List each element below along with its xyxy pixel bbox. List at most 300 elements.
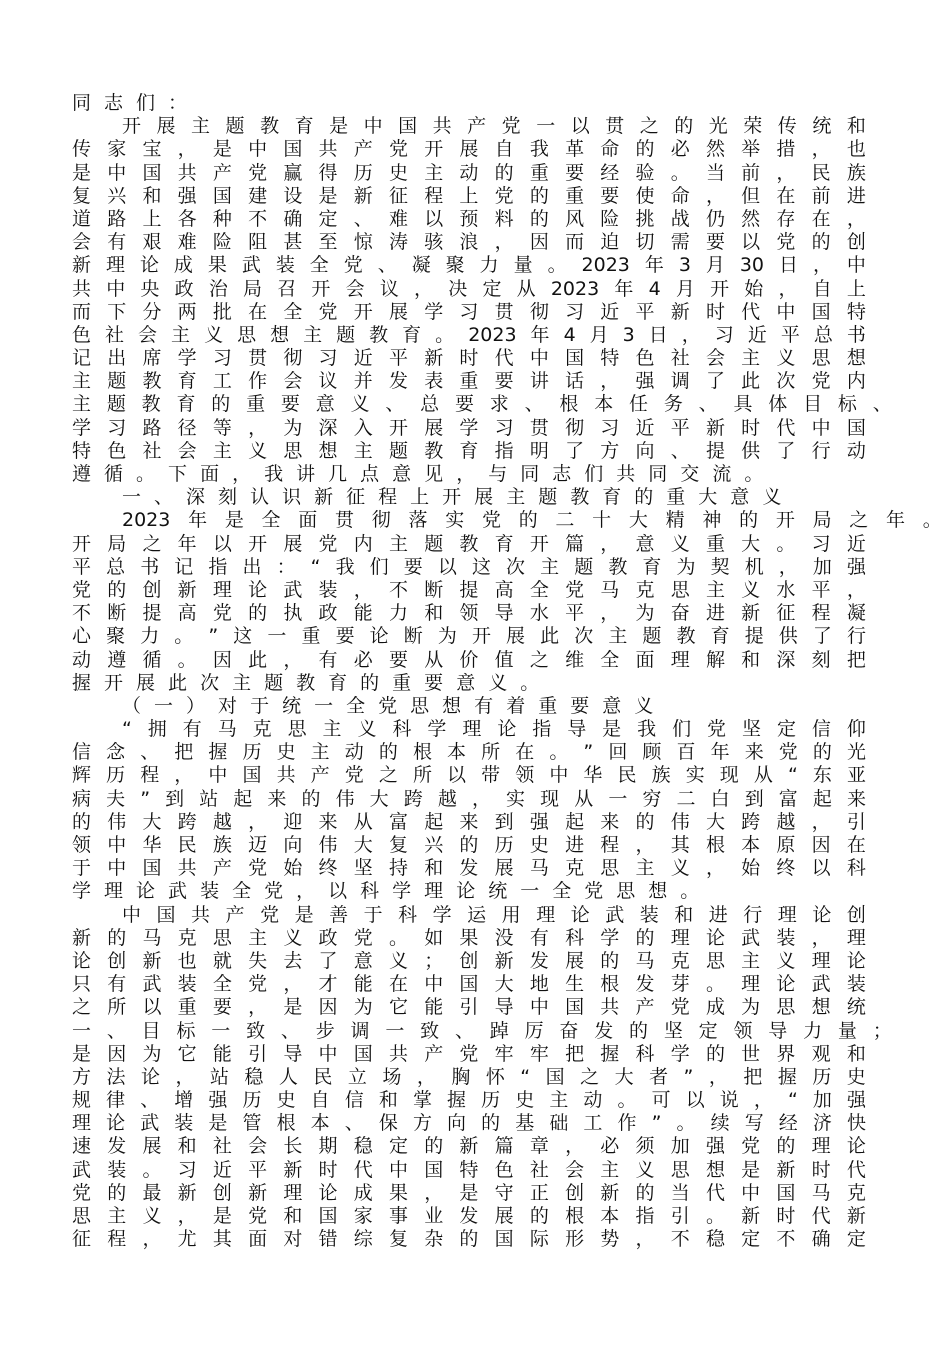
- text-glyph: 以: [685, 1089, 705, 1112]
- text-glyph: 落: [408, 509, 428, 532]
- text-glyph: 来: [318, 810, 338, 833]
- text-glyph: 产: [212, 161, 232, 184]
- text-glyph: 刻: [218, 486, 238, 509]
- text-glyph: 提: [142, 602, 162, 625]
- text-glyph: 新: [314, 486, 334, 509]
- text-glyph: 中: [107, 857, 127, 880]
- text-glyph: 不: [776, 1228, 796, 1251]
- text-glyph: ”: [651, 1112, 662, 1135]
- text-glyph: 任: [629, 393, 649, 416]
- text-glyph: 。: [435, 323, 455, 346]
- text-glyph: 有: [107, 231, 127, 254]
- text-glyph: 量: [837, 1019, 857, 1042]
- text-glyph: 终: [318, 857, 338, 880]
- text-glyph: 其: [212, 1228, 232, 1251]
- text-glyph: 循: [142, 648, 162, 671]
- text-glyph: 是: [329, 115, 349, 138]
- text-glyph: 平: [670, 416, 690, 439]
- text-glyph: 而: [565, 231, 585, 254]
- text-glyph: 仍: [705, 207, 725, 230]
- text-glyph: 理: [811, 1135, 831, 1158]
- text-glyph: 马: [811, 1181, 831, 1204]
- text-glyph: 论: [705, 926, 725, 949]
- text-glyph: ，: [142, 1228, 162, 1251]
- text-glyph: 定: [318, 207, 338, 230]
- text-glyph: 教: [369, 323, 389, 346]
- text-glyph: 下: [168, 463, 188, 485]
- text-glyph: 程: [811, 602, 831, 625]
- text-glyph: 主: [191, 115, 211, 138]
- text-glyph: 出: [107, 347, 127, 370]
- text-glyph: 新: [72, 926, 92, 949]
- text-glyph: 题: [336, 323, 356, 346]
- text-glyph: 题: [642, 625, 662, 648]
- text-glyph: 的: [378, 741, 398, 764]
- text-glyph: 民: [811, 161, 831, 184]
- text-glyph: ，: [471, 787, 491, 810]
- text-glyph: 自: [494, 138, 514, 161]
- text-glyph: 骇: [424, 231, 444, 254]
- text-glyph: 全: [529, 578, 549, 601]
- text-glyph: 中: [549, 764, 569, 787]
- text-glyph: ，: [414, 277, 434, 300]
- text-glyph: 握: [208, 741, 228, 764]
- text-glyph: 中: [106, 277, 126, 300]
- text-glyph: 奋: [670, 602, 690, 625]
- text-glyph: 史: [846, 1065, 866, 1088]
- text-glyph: 稳: [353, 1135, 373, 1158]
- text-glyph: 年: [644, 254, 664, 277]
- text-glyph: 新: [353, 184, 373, 207]
- text-glyph: 贯: [605, 115, 625, 138]
- text-glyph: 的: [481, 1112, 501, 1135]
- text-glyph: 握: [600, 1042, 620, 1065]
- text-line: [72, 672, 866, 695]
- text-glyph: 指: [208, 555, 228, 578]
- text-glyph: ，: [681, 323, 701, 346]
- text-glyph: 。: [174, 625, 194, 648]
- text-glyph: ”: [583, 741, 594, 764]
- text-glyph: 要: [565, 161, 585, 184]
- text-glyph: 东: [812, 764, 832, 787]
- text-glyph: 社: [670, 347, 690, 370]
- text-glyph: 重: [177, 996, 197, 1019]
- text-glyph: 导: [494, 996, 514, 1019]
- text-glyph: 发: [388, 370, 408, 393]
- text-glyph: 的: [635, 138, 655, 161]
- text-line: [72, 1228, 866, 1251]
- text-glyph: 预: [459, 207, 479, 230]
- text-glyph: 中: [107, 834, 127, 856]
- text-glyph: 意: [315, 393, 335, 416]
- text-glyph: 新: [283, 1158, 303, 1181]
- text-glyph: 标: [176, 1019, 196, 1042]
- text-glyph: 要: [403, 555, 423, 578]
- text-glyph: ，: [705, 857, 725, 880]
- text-glyph: 意: [353, 949, 373, 972]
- text-glyph: 重: [705, 532, 725, 555]
- text-glyph: 力: [388, 602, 408, 625]
- text-glyph: 共: [388, 1042, 408, 1065]
- text-glyph: 育: [294, 115, 314, 138]
- text-glyph: 重: [392, 671, 412, 694]
- text-glyph: 信: [811, 718, 831, 741]
- text-glyph: 循: [104, 463, 124, 485]
- text-glyph: 信: [72, 741, 92, 764]
- text-glyph: 传: [72, 138, 92, 161]
- text-glyph: ，: [812, 254, 832, 277]
- text-glyph: 执: [283, 602, 303, 625]
- text-glyph: 是: [602, 718, 622, 741]
- text-glyph: 题: [106, 393, 126, 416]
- text-line: [72, 440, 866, 463]
- text-glyph: 义: [776, 949, 796, 972]
- text-glyph: ”: [140, 787, 151, 810]
- text-glyph: 开: [775, 509, 795, 532]
- text-glyph: 新: [459, 1135, 479, 1158]
- text-glyph: 3: [622, 323, 635, 346]
- text-glyph: 浪: [459, 231, 479, 254]
- text-glyph: 为: [741, 996, 761, 1019]
- text-glyph: 引: [248, 1042, 268, 1065]
- text-glyph: 主: [248, 926, 268, 949]
- text-glyph: 科: [392, 718, 412, 741]
- text-glyph: 遵: [107, 648, 127, 671]
- text-glyph: 此: [741, 370, 761, 393]
- text-glyph: 。: [744, 463, 764, 485]
- text-glyph: 社: [212, 1135, 232, 1158]
- text-glyph: 深: [776, 648, 796, 671]
- text-glyph: 建: [248, 184, 268, 207]
- text-glyph: 意: [456, 671, 476, 694]
- text-glyph: 为: [283, 416, 303, 439]
- text-glyph: 正: [529, 1181, 549, 1204]
- text-glyph: 导: [567, 718, 587, 741]
- text-glyph: 验: [635, 161, 655, 184]
- text-glyph: 定: [698, 1019, 718, 1042]
- text-glyph: 创: [565, 1181, 585, 1204]
- text-glyph: 主: [540, 555, 560, 578]
- text-glyph: 综: [353, 1228, 373, 1251]
- text-glyph: 克: [177, 926, 197, 949]
- text-glyph: 科: [565, 926, 585, 949]
- text-glyph: 起: [233, 787, 253, 810]
- text-glyph: 主: [741, 347, 761, 370]
- text-glyph: 重: [246, 393, 266, 416]
- text-line: [72, 1089, 866, 1112]
- text-glyph: 致: [246, 1019, 266, 1042]
- text-glyph: 的: [776, 1135, 796, 1158]
- text-glyph: 新: [741, 1205, 761, 1227]
- text-glyph: 党: [72, 578, 92, 601]
- text-glyph: 国: [398, 115, 418, 138]
- text-line: [72, 741, 866, 764]
- text-glyph: 教: [142, 370, 162, 393]
- text-glyph: 统: [846, 996, 866, 1019]
- text-glyph: ，: [174, 764, 194, 787]
- text-glyph: 内: [846, 370, 866, 393]
- text-glyph: 的: [739, 509, 759, 532]
- text-glyph: 代: [846, 1158, 866, 1181]
- text-glyph: 平: [565, 602, 585, 625]
- text-glyph: 是: [459, 1181, 479, 1204]
- text-glyph: 理: [72, 1112, 92, 1135]
- text-glyph: 发: [459, 857, 479, 880]
- text-glyph: 惊: [353, 231, 373, 254]
- text-glyph: 开: [442, 486, 462, 509]
- text-glyph: 代: [705, 1181, 725, 1204]
- text-glyph: 国: [459, 973, 479, 996]
- text-glyph: 主: [322, 718, 342, 741]
- text-glyph: 至: [318, 231, 338, 254]
- text-glyph: 要: [454, 393, 474, 416]
- text-glyph: 领: [72, 834, 92, 856]
- text-glyph: 高: [494, 578, 514, 601]
- text-glyph: 在: [846, 834, 866, 856]
- text-glyph: 最: [142, 1181, 162, 1204]
- text-glyph: 全: [346, 694, 366, 717]
- text-glyph: 。: [617, 1089, 637, 1112]
- text-line: [72, 115, 866, 138]
- text-glyph: 交: [680, 463, 700, 485]
- text-glyph: 装: [200, 880, 220, 903]
- text-glyph: 展: [142, 1135, 162, 1158]
- text-glyph: 党: [481, 509, 501, 532]
- text-glyph: 强: [705, 1135, 725, 1158]
- text-glyph: 指: [635, 1205, 655, 1227]
- text-glyph: 所: [481, 741, 501, 764]
- text-glyph: 武: [168, 880, 188, 903]
- text-glyph: 华: [583, 764, 603, 787]
- text-glyph: 有: [474, 694, 494, 717]
- text-glyph: 国: [776, 1181, 796, 1204]
- text-glyph: 开: [104, 671, 124, 694]
- text-glyph: “: [520, 1065, 531, 1088]
- text-glyph: 育: [402, 323, 422, 346]
- text-glyph: 行: [743, 903, 763, 926]
- text-glyph: 用: [501, 903, 521, 926]
- text-glyph: 可: [651, 1089, 671, 1112]
- text-glyph: 体: [768, 393, 788, 416]
- text-glyph: 失: [248, 949, 268, 972]
- text-glyph: 会: [248, 1135, 268, 1158]
- text-glyph: 人: [278, 1065, 298, 1088]
- text-glyph: 写: [744, 1112, 764, 1135]
- text-glyph: 形: [565, 1228, 585, 1251]
- text-glyph: 识: [282, 486, 302, 509]
- text-glyph: 济: [812, 1112, 832, 1135]
- text-glyph: 指: [494, 439, 514, 462]
- text-glyph: 为: [437, 625, 457, 648]
- text-glyph: 马: [142, 926, 162, 949]
- text-line: [72, 649, 866, 672]
- text-glyph: 动: [583, 1089, 603, 1112]
- text-line: [72, 1205, 866, 1228]
- text-glyph: 要: [705, 231, 725, 254]
- text-glyph: 辉: [72, 764, 92, 787]
- text-glyph: 教: [570, 486, 590, 509]
- text-glyph: 只: [72, 973, 92, 996]
- text-glyph: 艰: [142, 231, 162, 254]
- text-glyph: 理: [670, 648, 690, 671]
- text-glyph: 、: [872, 393, 892, 416]
- text-glyph: 成: [173, 254, 193, 277]
- text-glyph: 迎: [283, 810, 303, 833]
- text-glyph: 新: [177, 578, 197, 601]
- text-glyph: 与: [488, 463, 508, 485]
- text-glyph: 赢: [283, 161, 303, 184]
- text-glyph: 不: [248, 207, 268, 230]
- text-glyph: 来: [267, 787, 287, 810]
- text-glyph: 各: [177, 207, 197, 230]
- text-glyph: 带: [481, 764, 501, 787]
- text-glyph: 产: [212, 857, 232, 880]
- text-glyph: ，: [283, 648, 303, 671]
- text-glyph: 平: [780, 323, 800, 346]
- text-glyph: 了: [565, 439, 585, 462]
- text-glyph: 甚: [283, 231, 303, 254]
- text-glyph: 前: [741, 161, 761, 184]
- text-glyph: 教: [260, 115, 280, 138]
- text-glyph: 的: [518, 509, 538, 532]
- text-glyph: 征: [388, 184, 408, 207]
- text-glyph: 根: [565, 1205, 585, 1227]
- text-glyph: 能: [353, 973, 373, 996]
- text-glyph: 装: [275, 254, 295, 277]
- text-glyph: 导: [283, 1042, 303, 1065]
- text-glyph: 程: [600, 834, 620, 856]
- text-line: [72, 92, 866, 115]
- text-glyph: 国: [565, 347, 585, 370]
- text-glyph: 产: [424, 1042, 444, 1065]
- text-glyph: 从: [424, 648, 444, 671]
- text-glyph: 征: [346, 486, 366, 509]
- text-line: [72, 185, 866, 208]
- text-glyph: 法: [106, 1065, 126, 1088]
- text-glyph: 。: [547, 254, 567, 277]
- text-glyph: 在: [248, 300, 268, 323]
- text-glyph: 。: [922, 509, 942, 532]
- text-glyph: 习: [107, 416, 127, 439]
- text-glyph: ，: [635, 1228, 655, 1251]
- text-glyph: 富: [388, 810, 408, 833]
- text-glyph: 思: [410, 694, 430, 717]
- text-glyph: 以: [424, 207, 444, 230]
- text-glyph: 尤: [177, 1228, 197, 1251]
- text-glyph: 习: [318, 347, 338, 370]
- text-glyph: 创: [459, 949, 479, 972]
- text-line: [72, 231, 866, 254]
- text-glyph: 论: [136, 880, 156, 903]
- text-glyph: 的: [705, 1042, 725, 1065]
- text-glyph: 越: [437, 787, 457, 810]
- text-glyph: 当: [705, 161, 725, 184]
- text-glyph: 武: [142, 973, 162, 996]
- text-glyph: 要: [335, 625, 355, 648]
- text-glyph: 义: [634, 694, 654, 717]
- text-glyph: 出: [242, 555, 262, 578]
- text-glyph: 民: [177, 834, 197, 856]
- text-glyph: 展: [283, 532, 303, 555]
- text-glyph: 路: [142, 416, 162, 439]
- text-glyph: 国: [846, 416, 866, 439]
- text-glyph: 能: [353, 602, 373, 625]
- text-glyph: 克: [670, 949, 690, 972]
- text-glyph: 的: [211, 393, 231, 416]
- text-glyph: 为: [676, 555, 696, 578]
- text-line: [72, 625, 866, 648]
- text-glyph: 4: [563, 323, 576, 346]
- text-glyph: 跨: [741, 810, 761, 833]
- text-glyph: 其: [670, 834, 690, 856]
- text-glyph: 的: [635, 926, 655, 949]
- text-glyph: 要: [280, 393, 300, 416]
- text-glyph: 族: [651, 764, 671, 787]
- text-glyph: 学: [600, 926, 620, 949]
- text-glyph: 发: [459, 1205, 479, 1227]
- text-glyph: 会: [283, 370, 303, 393]
- text-glyph: 志: [552, 463, 572, 485]
- text-glyph: 要: [388, 648, 408, 671]
- text-glyph: 点: [360, 463, 380, 485]
- text-glyph: 思: [283, 439, 303, 462]
- text-glyph: 展: [136, 671, 156, 694]
- text-glyph: 自: [812, 277, 832, 300]
- text-glyph: 动: [459, 161, 479, 184]
- text-glyph: 展: [494, 1205, 514, 1227]
- text-glyph: 义: [248, 439, 268, 462]
- text-glyph: 也: [846, 138, 866, 161]
- text-glyph: 学: [670, 1042, 690, 1065]
- text-glyph: 从: [353, 810, 373, 833]
- text-glyph: 仰: [846, 718, 866, 741]
- text-glyph: 原: [776, 834, 796, 856]
- text-glyph: 。: [776, 532, 796, 555]
- text-glyph: 是: [283, 996, 303, 1019]
- text-glyph: 伟: [335, 787, 355, 810]
- text-glyph: 一: [385, 1019, 405, 1042]
- text-glyph: 续: [710, 1112, 730, 1135]
- text-glyph: 学: [392, 880, 412, 903]
- text-glyph: 色: [107, 439, 127, 462]
- text-glyph: 和: [846, 1042, 866, 1065]
- text-glyph: 才: [318, 973, 338, 996]
- text-glyph: 握: [777, 1065, 797, 1088]
- text-glyph: 历: [242, 741, 262, 764]
- text-glyph: 动: [846, 439, 866, 462]
- text-glyph: 来: [846, 787, 866, 810]
- text-glyph: 年: [530, 323, 550, 346]
- text-glyph: 意: [392, 463, 412, 485]
- text-glyph: 。: [136, 463, 156, 485]
- document-page: [72, 92, 942, 1251]
- text-line: [72, 1066, 866, 1089]
- text-glyph: 思: [670, 1158, 690, 1181]
- text-glyph: 理: [283, 1181, 303, 1204]
- text-glyph: 书: [140, 555, 160, 578]
- text-glyph: 国: [424, 1158, 444, 1181]
- text-glyph: 开: [710, 277, 730, 300]
- text-glyph: ：: [168, 92, 188, 114]
- text-glyph: 武: [811, 973, 831, 996]
- text-glyph: 的: [459, 834, 479, 856]
- text-glyph: 速: [72, 1135, 92, 1158]
- text-glyph: 、: [385, 393, 405, 416]
- text-glyph: 特: [600, 347, 620, 370]
- text-glyph: 定: [846, 1228, 866, 1251]
- text-glyph: 成: [353, 1181, 373, 1204]
- text-glyph: ：: [276, 555, 296, 578]
